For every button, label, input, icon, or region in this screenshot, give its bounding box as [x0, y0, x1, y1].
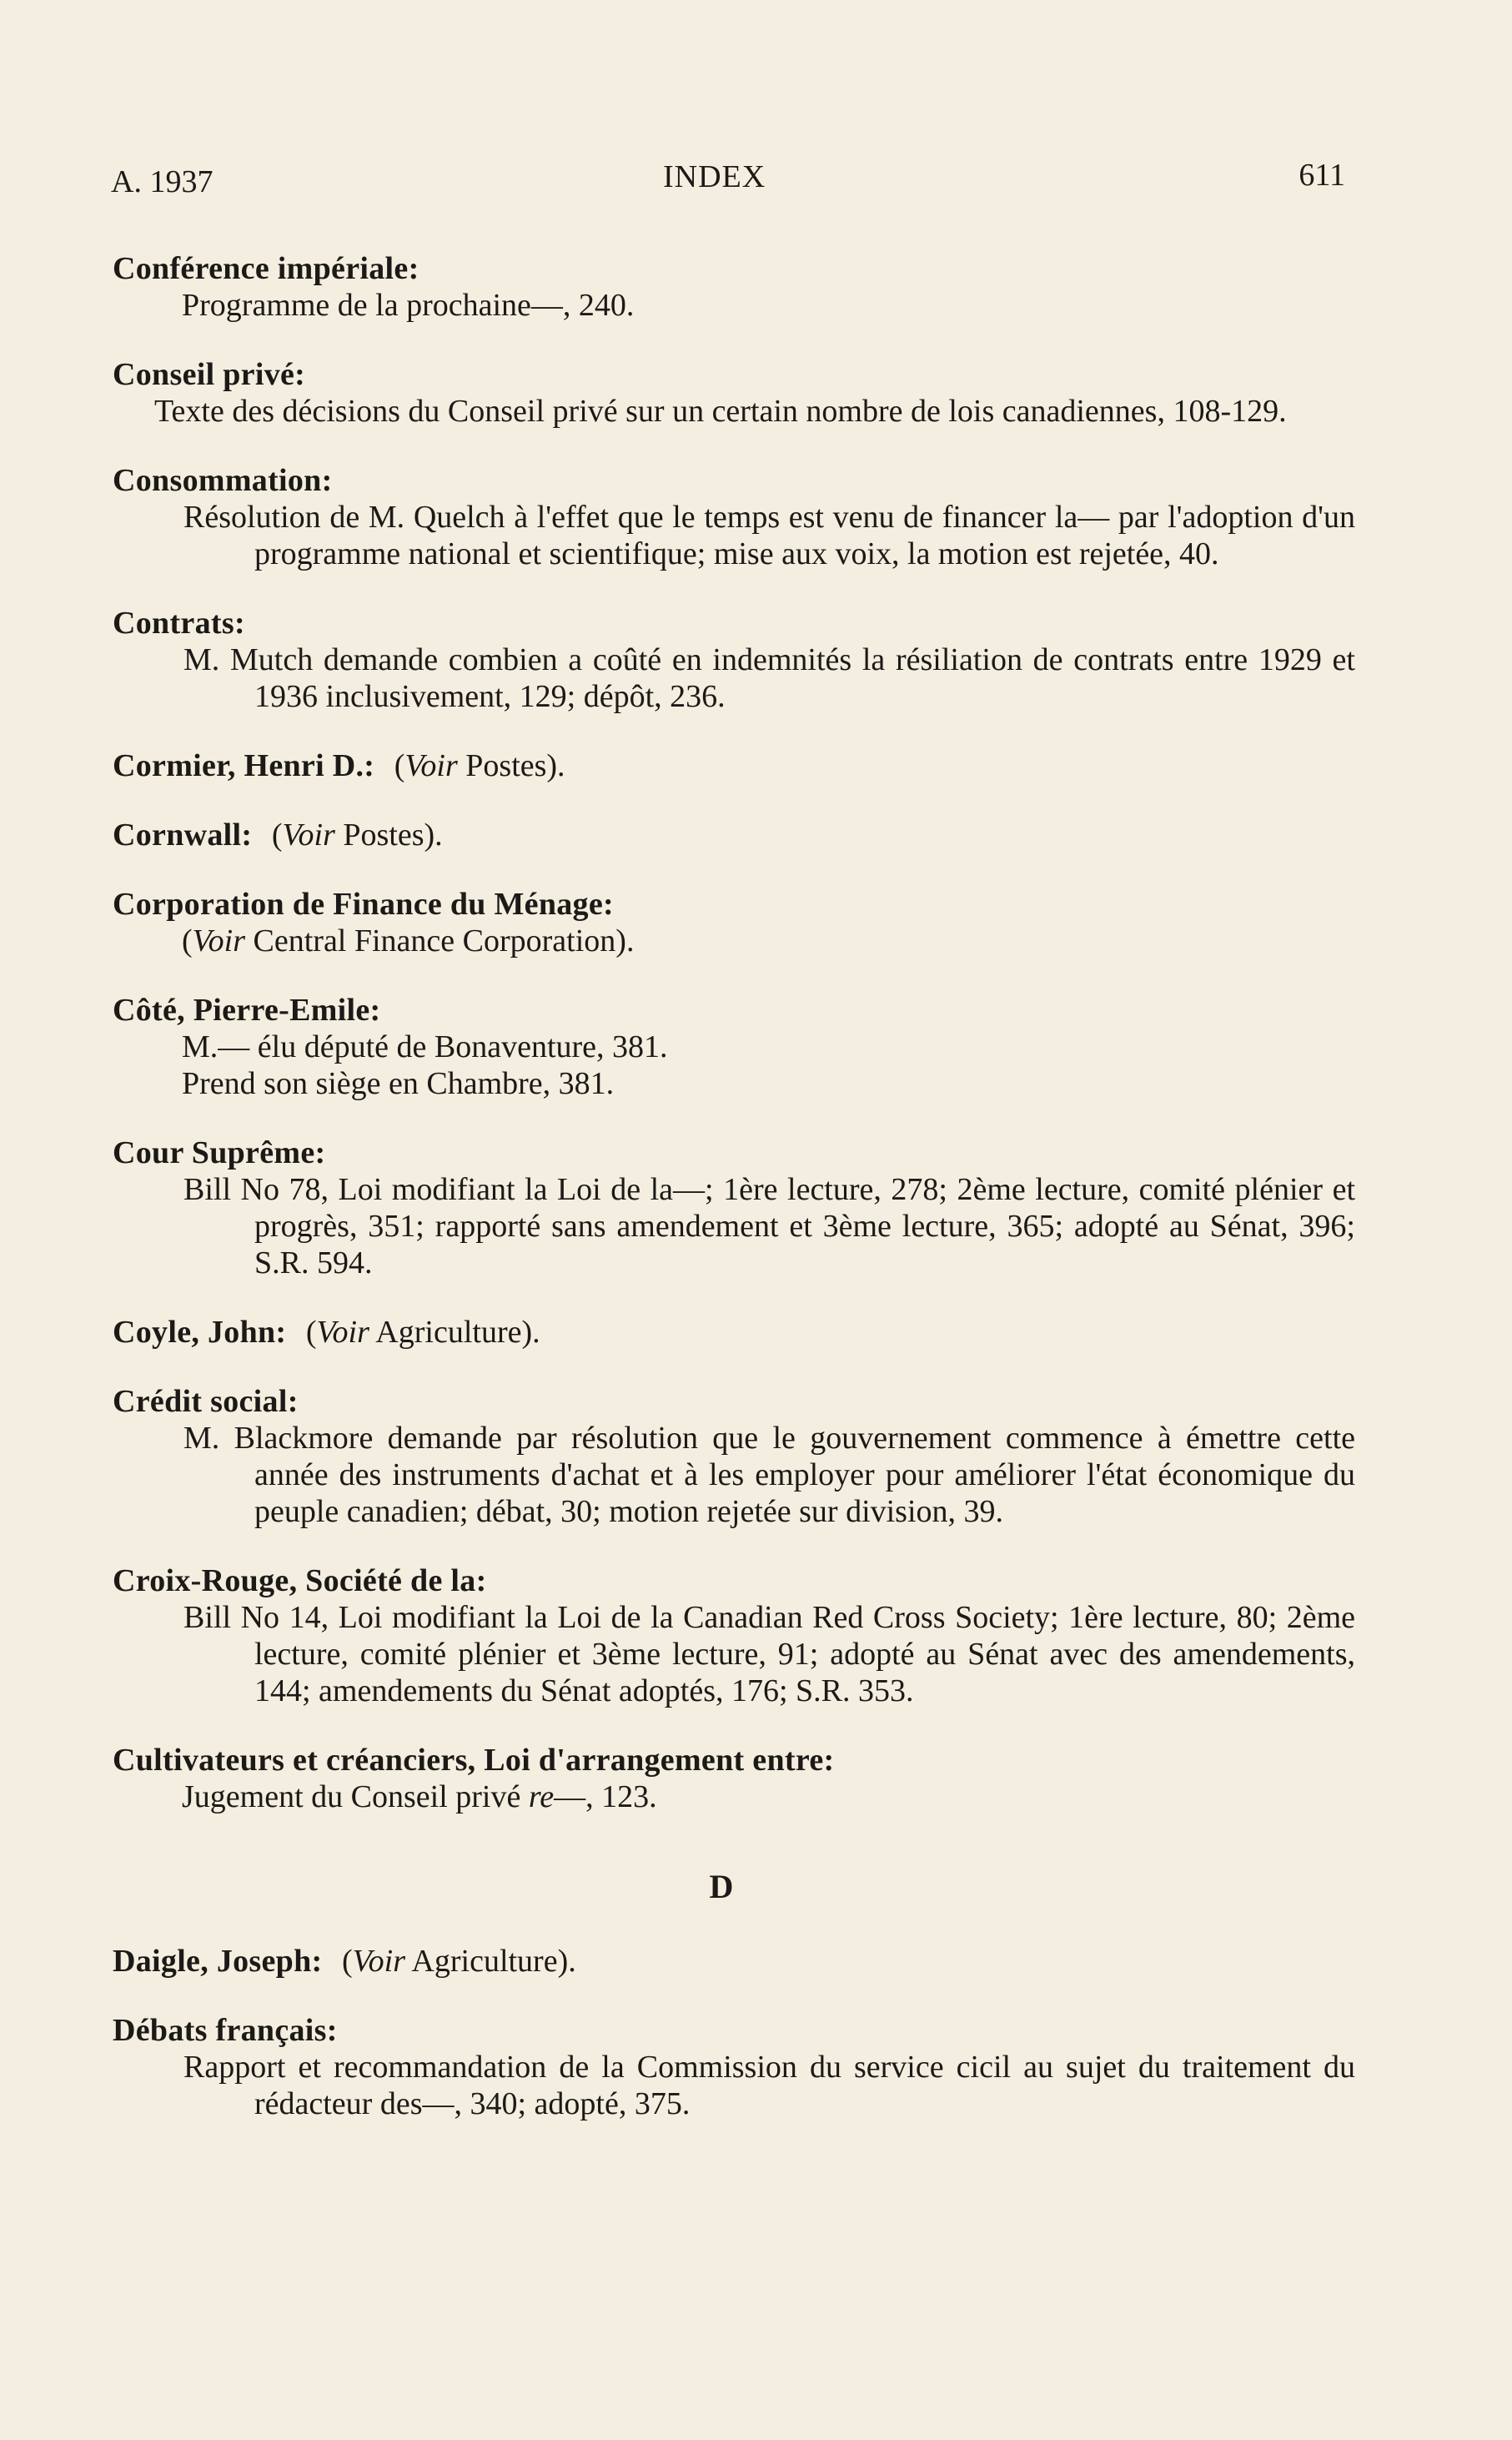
index-entry — [113, 250, 1355, 324]
entry-heading: Consommation: — [113, 463, 333, 498]
entry-heading: Conseil privé: — [113, 357, 306, 392]
page-title: INDEX — [663, 159, 766, 194]
index-entry — [113, 1134, 1355, 1281]
index-entry — [113, 1742, 1355, 1815]
entry-heading: Cultivateurs et créanciers, Loi d'arrangement entre: — [113, 1743, 835, 1778]
index-entry — [113, 1943, 1355, 1980]
see-reference: (Voir Agriculture). — [342, 1944, 576, 1979]
entry-line: Programme de la prochaine—, 240. — [182, 288, 635, 323]
entry-line: Texte des décisions du Conseil privé sur un certain nombre de lois canadiennes, 108-129. — [154, 394, 1287, 429]
index-entry — [113, 817, 1355, 853]
see-reference: (Voir Central Finance Corporation). — [182, 923, 635, 958]
entry-heading: Croix-Rouge, Société de la: — [113, 1563, 487, 1598]
index-entry — [113, 1314, 1355, 1351]
entry-line: M. Mutch demande combien a coûté en indemnités la résiliation de contrats entre 1929 et 1936 inclusivement, 129; dépôt, 236. — [183, 642, 1355, 714]
entry-line: Prend son siège en Chambre, 381. — [182, 1066, 615, 1101]
entry-line: Jugement du Conseil privé re—, 123. — [182, 1779, 657, 1814]
index-entry — [113, 1562, 1355, 1709]
entry-heading: Côté, Pierre-Emile: — [113, 993, 381, 1028]
see-reference: (Voir Postes). — [394, 748, 565, 783]
index-entry — [113, 992, 1355, 1102]
index-entry — [113, 356, 1355, 430]
entry-heading: Coyle, John: — [113, 1315, 287, 1350]
index-entry — [113, 2012, 1355, 2122]
index-entry — [113, 747, 1355, 784]
entry-line: Résolution de M. Quelch à l'effet que le temps est venu de financer la— par l'adoption d'un programme national et scientifique; mise aux voix, la motion est rejetée, 40. — [183, 500, 1355, 571]
entry-heading: Crédit social: — [113, 1384, 299, 1419]
entry-heading: Contrats: — [113, 606, 245, 641]
entry-heading: Cornwall: — [113, 818, 253, 853]
entry-heading: Conférence impériale: — [113, 251, 419, 286]
entry-heading: Cour Suprême: — [113, 1135, 326, 1170]
entry-heading: Daigle, Joseph: — [113, 1944, 323, 1979]
page-number: 611 — [1299, 158, 1345, 193]
index-entry — [113, 462, 1355, 572]
entry-heading: Corporation de Finance du Ménage: — [113, 887, 614, 922]
index-entry — [113, 1383, 1355, 1530]
see-reference: (Voir Agriculture). — [305, 1315, 540, 1350]
entry-line: M. Blackmore demande par résolution que le gouvernement commence à émettre cette année des instruments d'achat et à les employer pour améliorer l'état économique du peuple canadien; débat, 30; motion rejetée sur division, 39. — [183, 1421, 1355, 1529]
entry-line: Rapport et recommandation de la Commission du service cicil au sujet du traitement du rédacteur des—, 340; adopté, 375. — [183, 2050, 1355, 2121]
index-entries — [113, 250, 1355, 2155]
entry-line: M.— élu député de Bonaventure, 381. — [182, 1029, 668, 1064]
index-entry — [113, 605, 1355, 715]
entry-line: Bill No 14, Loi modifiant la Loi de la Canadian Red Cross Society; 1ère lecture, 80; 2ème lecture, comité plénier et 3ème lecture, 91; adopté au Sénat avec des amendements, 144; amendements du Sénat adoptés, 176; S.R. 353. — [183, 1600, 1355, 1708]
entry-heading: Cormier, Henri D.: — [113, 748, 375, 783]
see-reference: (Voir Postes). — [271, 818, 443, 853]
index-entry — [113, 886, 1355, 959]
session-year: A. 1937 — [111, 164, 213, 199]
section-letter: D — [709, 1868, 734, 1905]
entry-heading: Débats français: — [113, 2013, 338, 2048]
running-head — [111, 157, 1345, 207]
entry-line: Bill No 78, Loi modifiant la Loi de la—; 1ère lecture, 278; 2ème lecture, comité plénier et progrès, 351; rapporté sans amendement et 3ème lecture, 365; adopté au Sénat, 396; S.R. 594. — [183, 1172, 1355, 1280]
